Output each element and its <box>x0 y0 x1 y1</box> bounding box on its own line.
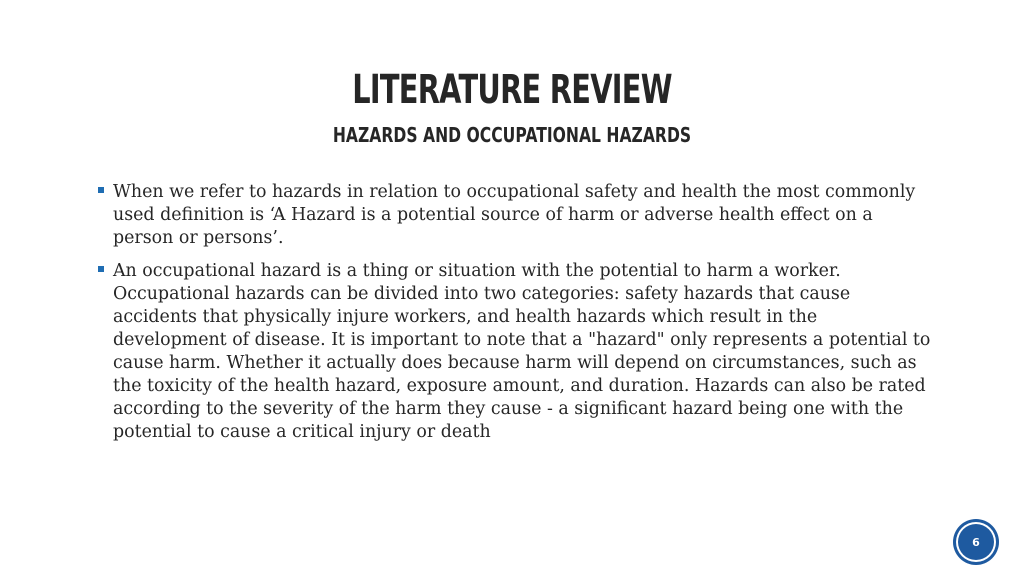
bullet-item-definition <box>98 181 934 250</box>
slide-subtitle: HAZARDS AND OCCUPATIONAL HAZARDS <box>332 123 692 147</box>
slide-title: LITERATURE REVIEW <box>352 67 672 113</box>
bullet-text: When we refer to hazards in relation to occupational safety and health the most commonly used definition is ‘A Hazard is a potential source of harm or adverse health effect on a person or persons’. <box>113 182 916 248</box>
page-number-badge <box>956 522 996 562</box>
square-bullet-icon <box>98 187 104 193</box>
page-number: 6 <box>972 535 980 549</box>
bullet-item-occupational-hazard <box>98 260 934 444</box>
bullet-list <box>98 181 934 454</box>
bullet-text: An occupational hazard is a thing or situation with the potential to harm a worker. Occupational hazards can be divided into two categories: safety hazards that cause accidents that physically injure workers, and health hazards which result in the development of disease. It is important to note that a "hazard" only represents a potential to cause harm. Whether it actually does because harm will depend on circumstances, such as the toxicity of the health hazard, exposure amount, and duration. Hazards can also be rated according to the severity of the harm they cause - a significant hazard being one with the potential to cause a critical injury or death <box>113 261 931 442</box>
square-bullet-icon <box>98 266 104 272</box>
